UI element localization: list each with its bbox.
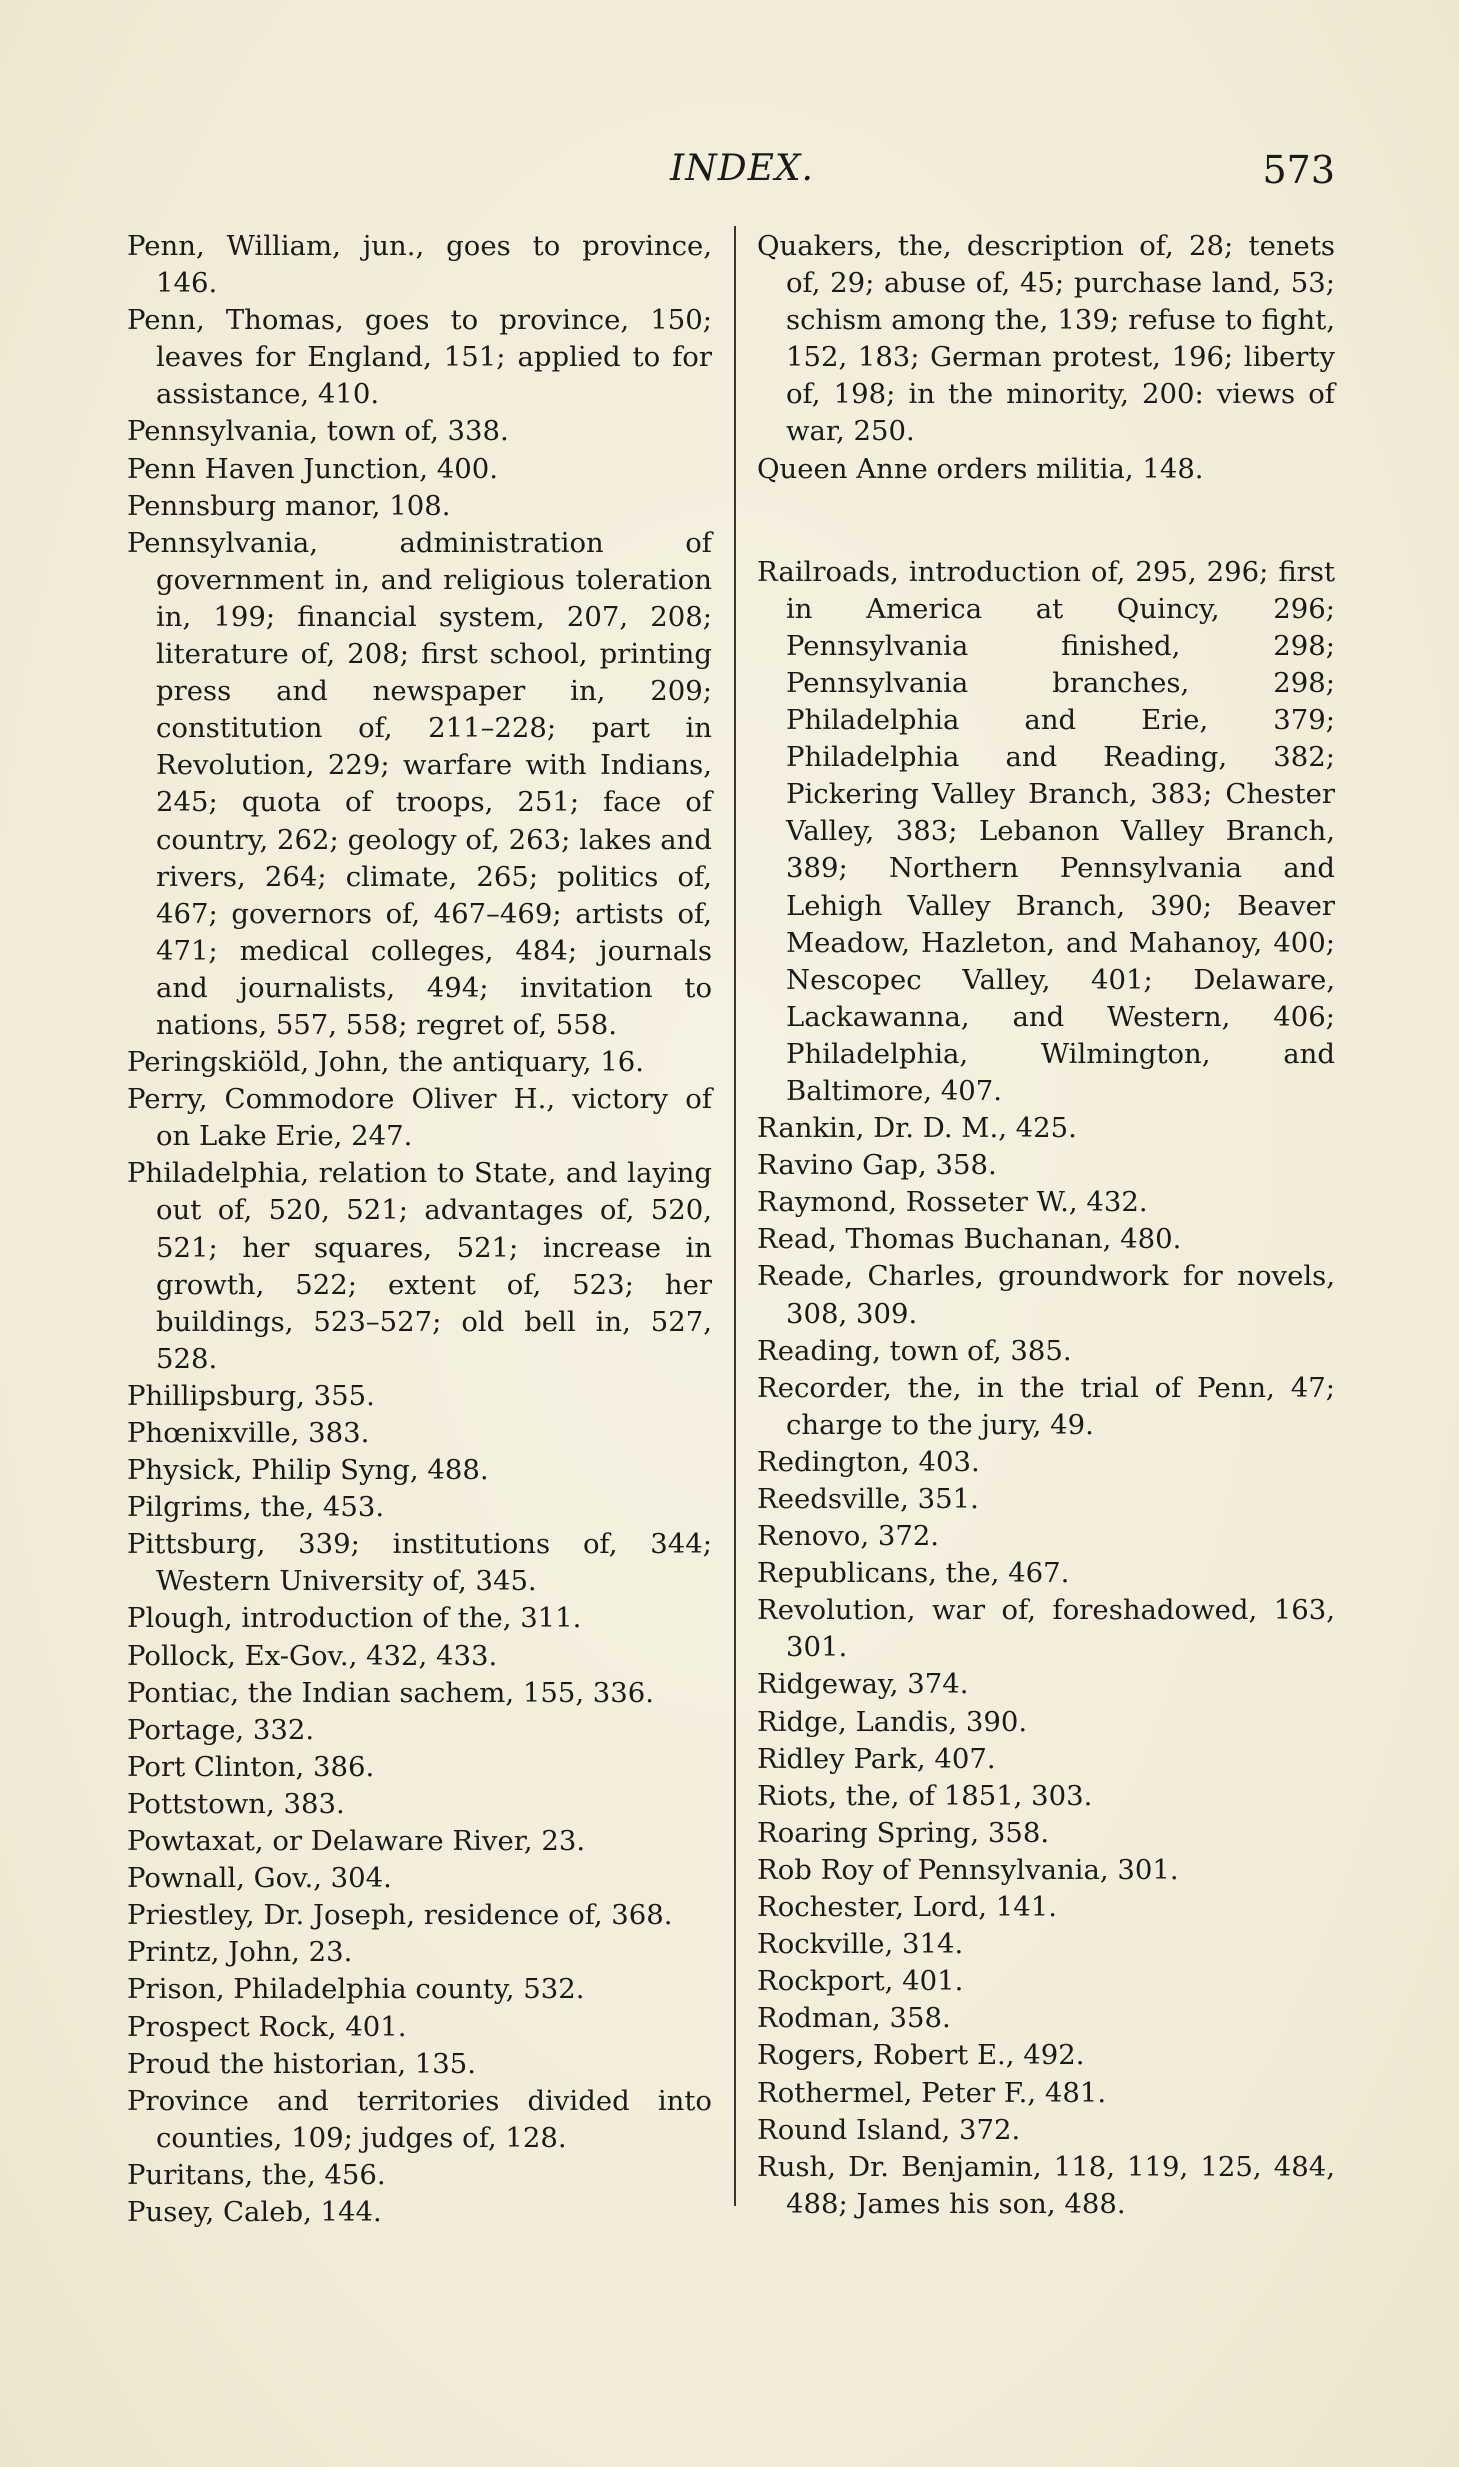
index-entry: Penn, William, jun., goes to province, 146. xyxy=(127,230,712,300)
page-header xyxy=(120,148,1335,198)
index-entry: Ridgeway, 374. xyxy=(757,1668,969,1701)
index-entry: Penn, Thomas, goes to province, 150; leaves for England, 151; applied to for assistance, 410. xyxy=(127,304,712,411)
index-entry: Rankin, Dr. D. M., 425. xyxy=(757,1112,1077,1145)
index-entry: Pollock, Ex-Gov., 432, 433. xyxy=(127,1639,498,1672)
running-title: INDEX. xyxy=(670,148,814,189)
index-entry: Puritans, the, 456. xyxy=(127,2158,386,2191)
index-entry: Queen Anne orders militia, 148. xyxy=(757,452,1204,485)
index-entry: Ridley Park, 407. xyxy=(757,1742,996,1775)
index-entry: Peringskiöld, John, the antiquary, 16. xyxy=(127,1046,644,1079)
index-entry: Redington, 403. xyxy=(757,1445,980,1478)
page-number: 573 xyxy=(1262,148,1335,192)
index-entry: Railroads, introduction of, 295, 296; first in America at Quincy, 296; Pennsylvania finished, 298; Pennsylvania branches, 298; Philadelphia and Erie, 379; Philadelphia and Reading, 382; Pickering Valley Branch, 383; Chester Valley, 383; Lebanon Valley Branch, 389; Northern Pennsylvania and Lehigh Valley Branch, 390; Beaver Meadow, Hazleton, and Mahanoy, 400; Nescopec Valley, 401; Delaware, Lackawanna, and Western, 406; Philadelphia, Wilmington, and Baltimore, 407. xyxy=(757,555,1335,1107)
index-entry: Renovo, 372. xyxy=(757,1520,940,1553)
index-entry: Pennsylvania, administration of government in, and religious toleration in, 199; financial system, 207, 208; literature of, 208; first school, printing press and newspaper in, 209; constitution of, 211–228; part in Revolution, 229; warfare with Indians, 245; quota of troops, 251; face of country, 262; geology of, 263; lakes and rivers, 264; climate, 265; politics of, 467; governors of, 467–469; artists of, 471; medical colleges, 484; journals and journalists, 494; invitation to nations, 557, 558; regret of, 558. xyxy=(127,526,712,1041)
index-entry: Powtaxat, or Delaware River, 23. xyxy=(127,1825,586,1858)
index-entry: Riots, the, of 1851, 303. xyxy=(757,1779,1093,1812)
column-divider xyxy=(734,226,736,2206)
index-entry: Revolution, war of, foreshadowed, 163, 301. xyxy=(757,1594,1335,1664)
index-entry: Pennsylvania, town of, 338. xyxy=(127,415,509,448)
index-entry: Roaring Spring, 358. xyxy=(757,1816,1050,1849)
index-entry: Reade, Charles, groundwork for novels, 308, 309. xyxy=(757,1260,1335,1330)
index-entry: Portage, 332. xyxy=(127,1713,315,1746)
index-entry: Pilgrims, the, 453. xyxy=(127,1491,385,1524)
index-entry: Recorder, the, in the trial of Penn, 47; charge to the jury, 49. xyxy=(757,1371,1335,1441)
index-entry: Reedsville, 351. xyxy=(757,1483,979,1515)
index-entry: Read, Thomas Buchanan, 480. xyxy=(757,1223,1182,1256)
index-entry: Proud the historian, 135. xyxy=(127,2047,477,2080)
index-entry: Rothermel, Peter F., 481. xyxy=(757,2076,1107,2109)
index-entry: Quakers, the, description of, 28; tenets of, 29; abuse of, 45; purchase land, 53; schism among the, 139; refuse to fight, 152, 183; German protest, 196; liberty of, 198; in the minority, 200: views of war, 250. xyxy=(757,230,1335,448)
index-entry: Phillipsburg, 355. xyxy=(127,1379,375,1412)
index-entry: Physick, Philip Syng, 488. xyxy=(127,1454,489,1487)
index-entry: Raymond, Rosseter W., 432. xyxy=(757,1186,1148,1219)
index-entry: Pittsburg, 339; institutions of, 344; Western University of, 345. xyxy=(127,1528,712,1598)
index-entry: Round Island, 372. xyxy=(757,2113,1021,2146)
index-entry: Port Clinton, 386. xyxy=(127,1750,375,1783)
index-entry: Penn Haven Junction, 400. xyxy=(127,452,499,485)
index-entry: Rochester, Lord, 141. xyxy=(757,1891,1057,1924)
index-entry: Rob Roy of Pennsylvania, 301. xyxy=(757,1853,1179,1886)
index-entry: Ravino Gap, 358. xyxy=(757,1149,997,1182)
index-entry: Philadelphia, relation to State, and laying out of, 520, 521; advantages of, 520, 521; her squares, 521; increase in growth, 522; extent of, 523; her buildings, 523–527; old bell in, 527, 528. xyxy=(127,1157,712,1375)
index-entry: Pusey, Caleb, 144. xyxy=(127,2195,382,2228)
index-column-right xyxy=(757,228,1335,2223)
index-entry: Republicans, the, 467. xyxy=(757,1557,1070,1590)
index-entry: Pottstown, 383. xyxy=(127,1787,345,1820)
index-entry: Plough, introduction of the, 311. xyxy=(127,1602,582,1635)
index-entry: Rockville, 314. xyxy=(757,1928,964,1961)
index-entry: Pontiac, the Indian sachem, 155, 336. xyxy=(127,1676,655,1709)
index-entry: Rogers, Robert E., 492. xyxy=(757,2039,1085,2072)
index-entry: Ridge, Landis, 390. xyxy=(757,1705,1028,1738)
index-entry: Pennsburg manor, 108. xyxy=(127,489,451,522)
index-entry: Rodman, 358. xyxy=(757,2002,951,2035)
index-entry: Prison, Philadelphia county, 532. xyxy=(127,1973,585,2006)
index-entry: Province and territories divided into counties, 109; judges of, 128. xyxy=(127,2084,712,2154)
index-entry: Prospect Rock, 401. xyxy=(127,2010,407,2043)
index-entry: Reading, town of, 385. xyxy=(757,1334,1072,1367)
index-entry: Rockport, 401. xyxy=(757,1965,964,1998)
index-entry: Pownall, Gov., 304. xyxy=(127,1862,392,1895)
index-column-left xyxy=(127,228,712,2231)
index-entry: Printz, John, 23. xyxy=(127,1936,353,1969)
index-entry: Rush, Dr. Benjamin, 118, 119, 125, 484, 488; James his son, 488. xyxy=(757,2150,1335,2220)
index-entry: Phœnixville, 383. xyxy=(127,1417,370,1449)
index-entry: Priestley, Dr. Joseph, residence of, 368. xyxy=(127,1899,673,1932)
index-entry: Perry, Commodore Oliver H., victory of on Lake Erie, 247. xyxy=(127,1083,712,1153)
